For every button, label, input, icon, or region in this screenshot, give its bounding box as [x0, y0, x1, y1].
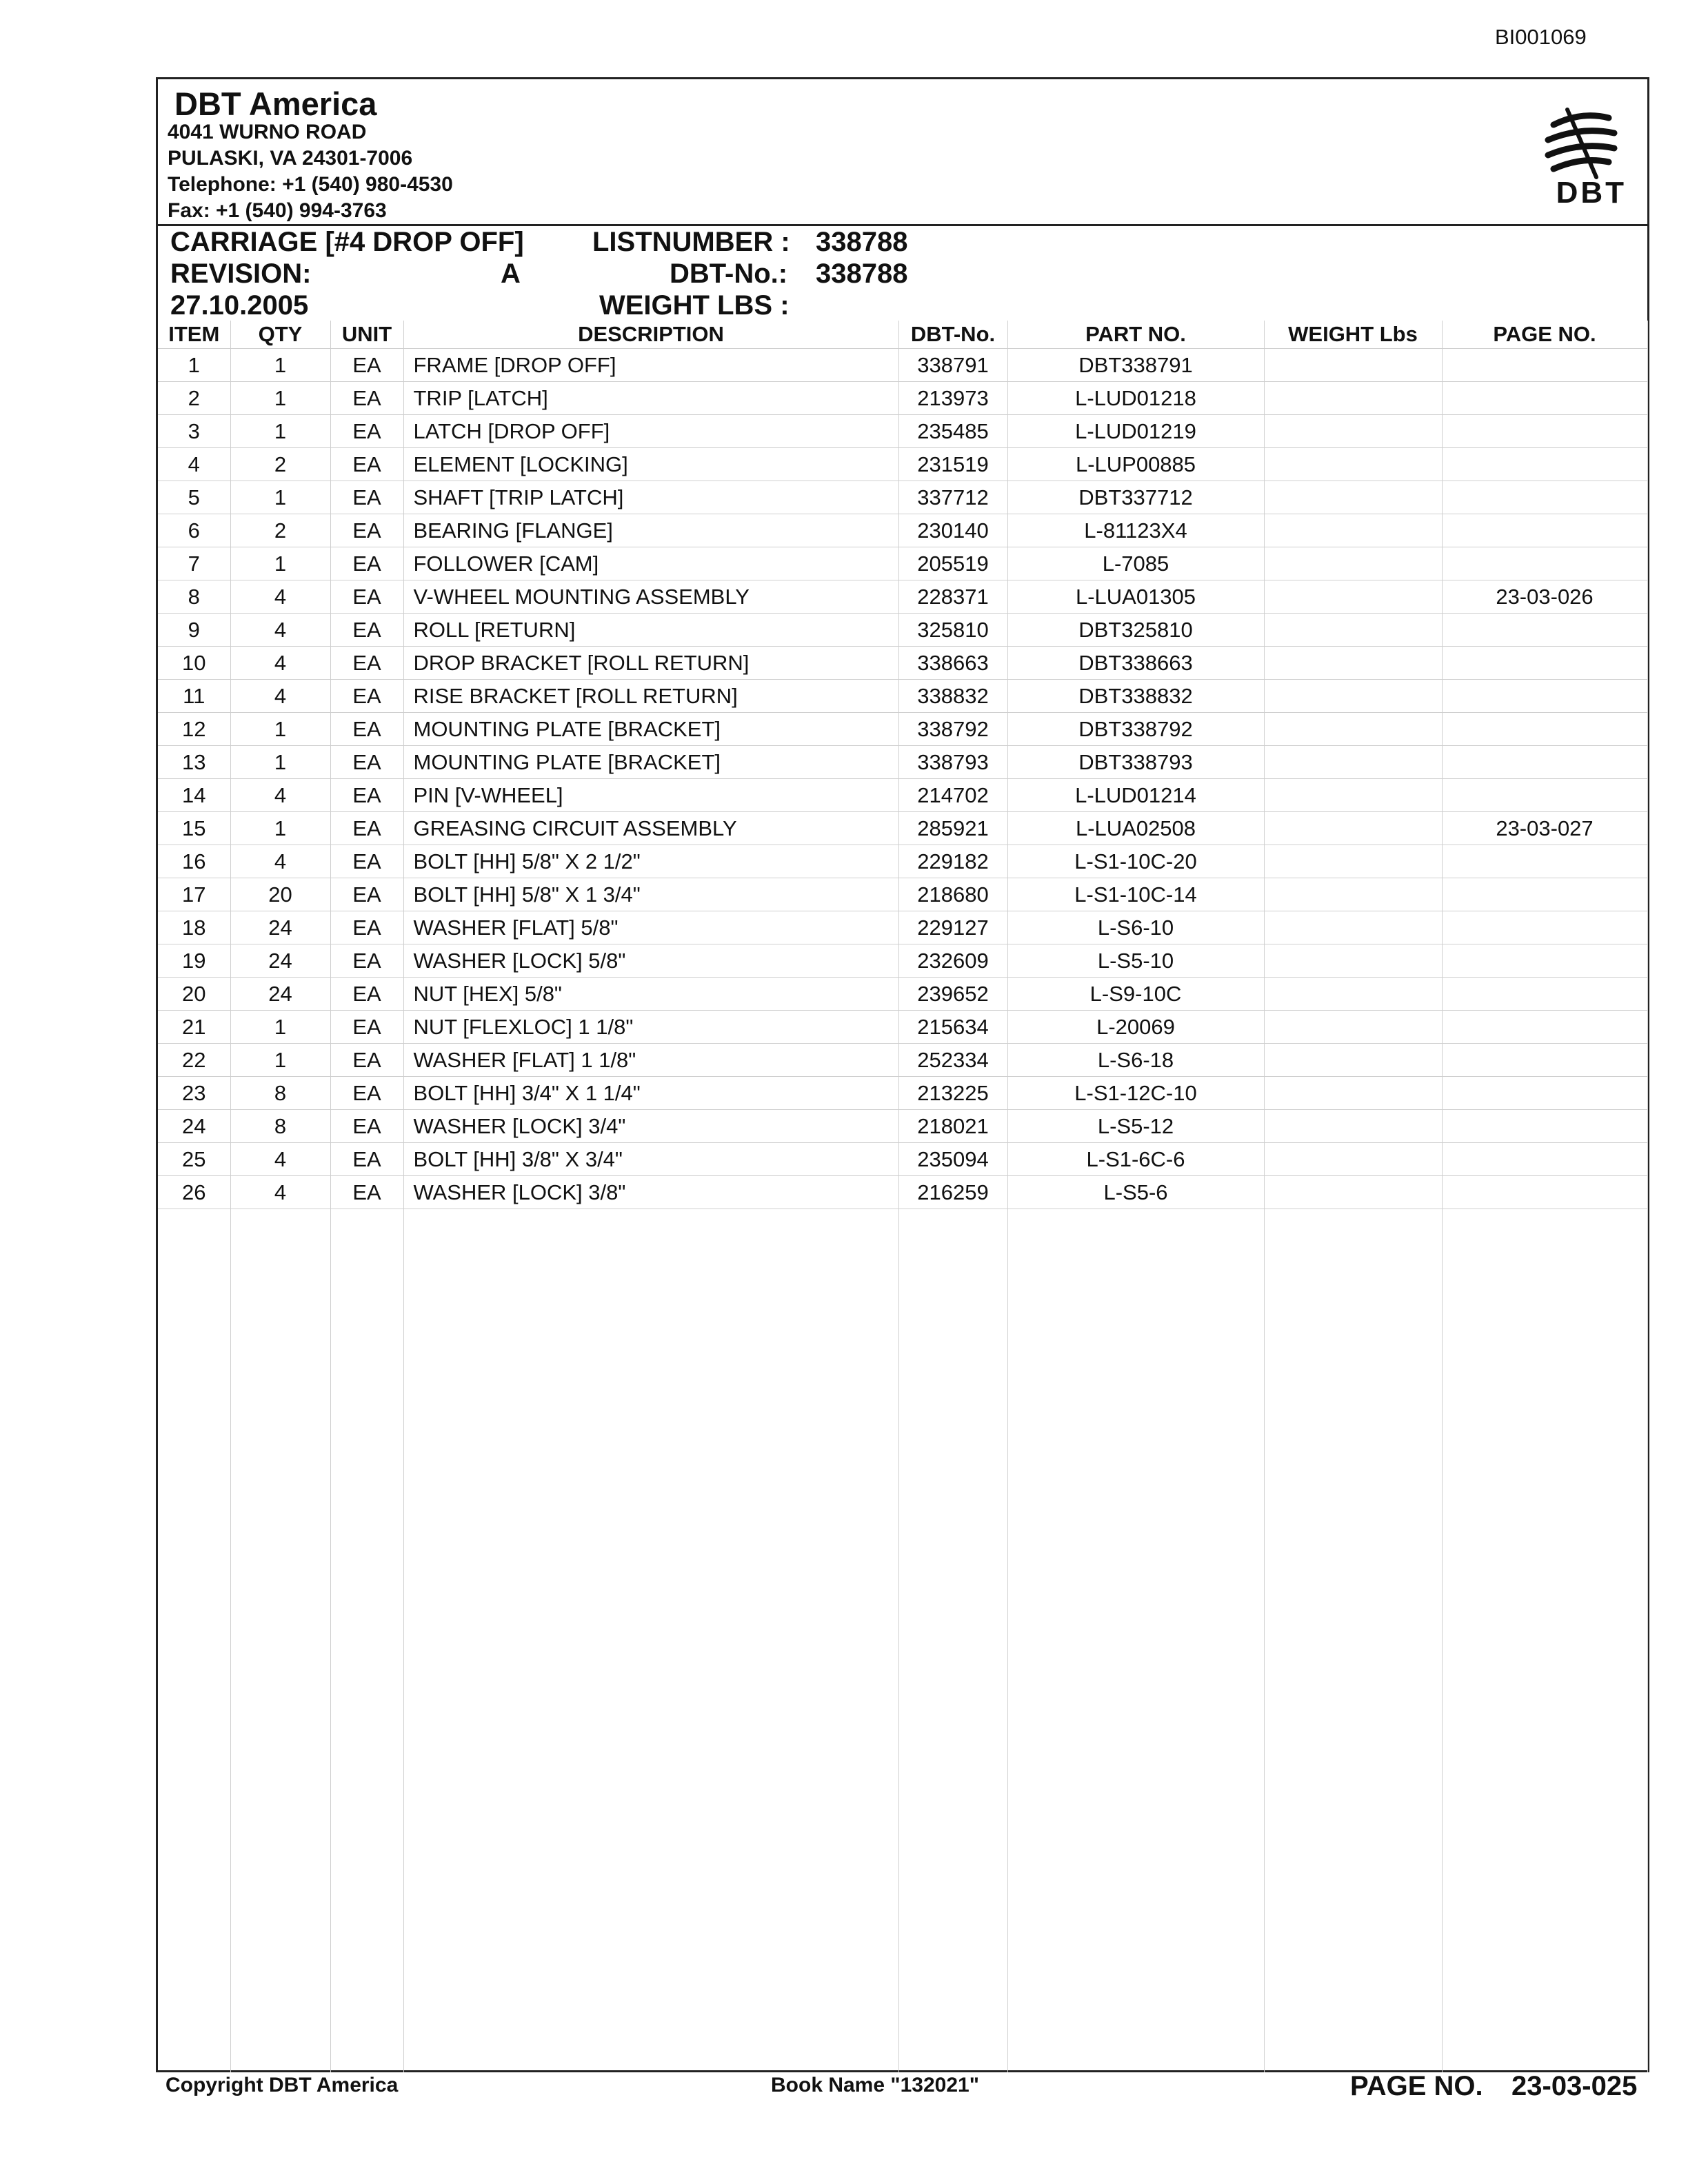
filler-cell — [1264, 1209, 1442, 2073]
cell-item: 10 — [158, 647, 230, 680]
cell-dbt-no: 229127 — [898, 911, 1007, 944]
cell-weight — [1264, 713, 1442, 746]
cell-part-no: L-LUA02508 — [1007, 812, 1264, 845]
cell-part-no: L-20069 — [1007, 1011, 1264, 1044]
cell-weight — [1264, 514, 1442, 547]
cell-item: 24 — [158, 1110, 230, 1143]
cell-unit: EA — [330, 878, 403, 911]
cell-page-no: 23-03-027 — [1442, 812, 1647, 845]
cell-qty: 4 — [230, 680, 330, 713]
cell-description: ELEMENT [LOCKING] — [403, 448, 898, 481]
cell-page-no — [1442, 680, 1647, 713]
table-row — [158, 614, 1647, 647]
cell-weight — [1264, 1011, 1442, 1044]
col-dbt-no: DBT-No. — [898, 321, 1007, 349]
cell-description: BEARING [FLANGE] — [403, 514, 898, 547]
cell-item: 5 — [158, 481, 230, 514]
cell-description: WASHER [LOCK] 3/8" — [403, 1176, 898, 1209]
cell-page-no — [1442, 1176, 1647, 1209]
cell-part-no: L-S6-18 — [1007, 1044, 1264, 1077]
col-item: ITEM — [158, 321, 230, 349]
cell-part-no: L-S6-10 — [1007, 911, 1264, 944]
cell-page-no — [1442, 349, 1647, 382]
cell-part-no: L-S1-6C-6 — [1007, 1143, 1264, 1176]
cell-weight — [1264, 812, 1442, 845]
list-info — [158, 224, 1647, 321]
cell-page-no — [1442, 779, 1647, 812]
cell-part-no: L-7085 — [1007, 547, 1264, 580]
table-row — [158, 779, 1647, 812]
cell-item: 11 — [158, 680, 230, 713]
cell-qty: 1 — [230, 547, 330, 580]
book-name: Book Name "132021" — [771, 2074, 979, 2096]
cell-item: 13 — [158, 746, 230, 779]
cell-weight — [1264, 614, 1442, 647]
cell-qty: 4 — [230, 614, 330, 647]
table-header-row — [158, 321, 1647, 349]
cell-description: SHAFT [TRIP LATCH] — [403, 481, 898, 514]
cell-weight — [1264, 481, 1442, 514]
cell-description: WASHER [FLAT] 5/8" — [403, 911, 898, 944]
cell-qty: 1 — [230, 415, 330, 448]
cell-description: FOLLOWER [CAM] — [403, 547, 898, 580]
assembly-title: CARRIAGE [#4 DROP OFF] — [170, 227, 524, 257]
cell-page-no — [1442, 614, 1647, 647]
table-row — [158, 1077, 1647, 1110]
cell-qty: 4 — [230, 1176, 330, 1209]
cell-qty: 4 — [230, 647, 330, 680]
cell-weight — [1264, 382, 1442, 415]
cell-unit: EA — [330, 349, 403, 382]
cell-page-no — [1442, 878, 1647, 911]
cell-qty: 1 — [230, 812, 330, 845]
cell-unit: EA — [330, 1077, 403, 1110]
cell-item: 15 — [158, 812, 230, 845]
col-unit: UNIT — [330, 321, 403, 349]
cell-item: 23 — [158, 1077, 230, 1110]
cell-qty: 24 — [230, 978, 330, 1011]
cell-qty: 20 — [230, 878, 330, 911]
cell-description: BOLT [HH] 5/8" X 1 3/4" — [403, 878, 898, 911]
cell-qty: 8 — [230, 1110, 330, 1143]
cell-dbt-no: 235094 — [898, 1143, 1007, 1176]
filler-cell — [230, 1209, 330, 2073]
cell-unit: EA — [330, 481, 403, 514]
cell-weight — [1264, 944, 1442, 978]
table-row — [158, 680, 1647, 713]
table-row — [158, 746, 1647, 779]
cell-page-no — [1442, 978, 1647, 1011]
cell-qty: 1 — [230, 1044, 330, 1077]
cell-description: NUT [FLEXLOC] 1 1/8" — [403, 1011, 898, 1044]
cell-dbt-no: 337712 — [898, 481, 1007, 514]
cell-item: 6 — [158, 514, 230, 547]
cell-qty: 1 — [230, 349, 330, 382]
cell-dbt-no: 252334 — [898, 1044, 1007, 1077]
cell-item: 17 — [158, 878, 230, 911]
cell-weight — [1264, 1143, 1442, 1176]
table-row — [158, 349, 1647, 382]
cell-unit: EA — [330, 911, 403, 944]
copyright: Copyright DBT America — [165, 2074, 399, 2096]
cell-part-no: DBT338832 — [1007, 680, 1264, 713]
cell-dbt-no: 232609 — [898, 944, 1007, 978]
cell-unit: EA — [330, 580, 403, 614]
cell-weight — [1264, 1044, 1442, 1077]
table-filler-row — [158, 1209, 1647, 2073]
table-row — [158, 415, 1647, 448]
cell-description: BOLT [HH] 3/4" X 1 1/4" — [403, 1077, 898, 1110]
cell-description: BOLT [HH] 3/8" X 3/4" — [403, 1143, 898, 1176]
cell-qty: 1 — [230, 481, 330, 514]
table-row — [158, 448, 1647, 481]
filler-cell — [330, 1209, 403, 2073]
parts-list-sheet — [156, 77, 1649, 2072]
logo-text: DBT — [1556, 176, 1627, 210]
table-row — [158, 878, 1647, 911]
cell-qty: 1 — [230, 382, 330, 415]
cell-weight — [1264, 779, 1442, 812]
cell-part-no: L-81123X4 — [1007, 514, 1264, 547]
cell-description: WASHER [LOCK] 3/4" — [403, 1110, 898, 1143]
cell-description: LATCH [DROP OFF] — [403, 415, 898, 448]
table-row — [158, 647, 1647, 680]
cell-weight — [1264, 911, 1442, 944]
cell-item: 14 — [158, 779, 230, 812]
address-line-2: PULASKI, VA 24301-7006 — [168, 147, 413, 170]
table-row — [158, 1044, 1647, 1077]
document-id: BI001069 — [1495, 25, 1587, 49]
cell-part-no: L-LUD01219 — [1007, 415, 1264, 448]
table-row — [158, 547, 1647, 580]
col-page-no: PAGE NO. — [1442, 321, 1647, 349]
cell-dbt-no: 230140 — [898, 514, 1007, 547]
cell-part-no: DBT338663 — [1007, 647, 1264, 680]
cell-unit: EA — [330, 812, 403, 845]
cell-qty: 4 — [230, 845, 330, 878]
cell-weight — [1264, 1110, 1442, 1143]
cell-qty: 4 — [230, 1143, 330, 1176]
cell-part-no: L-LUD01214 — [1007, 779, 1264, 812]
list-date: 27.10.2005 — [170, 290, 309, 321]
cell-dbt-no: 285921 — [898, 812, 1007, 845]
cell-unit: EA — [330, 1143, 403, 1176]
cell-unit: EA — [330, 514, 403, 547]
cell-weight — [1264, 580, 1442, 614]
cell-weight — [1264, 978, 1442, 1011]
cell-unit: EA — [330, 680, 403, 713]
cell-part-no: DBT337712 — [1007, 481, 1264, 514]
table-row — [158, 580, 1647, 614]
filler-cell — [403, 1209, 898, 2073]
cell-unit: EA — [330, 1110, 403, 1143]
cell-item: 22 — [158, 1044, 230, 1077]
cell-qty: 2 — [230, 448, 330, 481]
cell-item: 12 — [158, 713, 230, 746]
cell-dbt-no: 338832 — [898, 680, 1007, 713]
cell-part-no: L-S1-10C-20 — [1007, 845, 1264, 878]
cell-unit: EA — [330, 713, 403, 746]
cell-unit: EA — [330, 845, 403, 878]
parts-table — [158, 321, 1648, 2072]
cell-item: 19 — [158, 944, 230, 978]
page-number-value: 23-03-025 — [1511, 2071, 1638, 2101]
cell-part-no: L-S5-12 — [1007, 1110, 1264, 1143]
cell-page-no — [1442, 448, 1647, 481]
cell-description: TRIP [LATCH] — [403, 382, 898, 415]
cell-description: GREASING CIRCUIT ASSEMBLY — [403, 812, 898, 845]
filler-cell — [898, 1209, 1007, 2073]
cell-weight — [1264, 349, 1442, 382]
address-line-1: 4041 WURNO ROAD — [168, 121, 367, 143]
cell-description: ROLL [RETURN] — [403, 614, 898, 647]
cell-part-no: L-S9-10C — [1007, 978, 1264, 1011]
cell-dbt-no: 338793 — [898, 746, 1007, 779]
cell-page-no — [1442, 713, 1647, 746]
table-row — [158, 1110, 1647, 1143]
cell-dbt-no: 218680 — [898, 878, 1007, 911]
cell-dbt-no: 205519 — [898, 547, 1007, 580]
cell-page-no — [1442, 382, 1647, 415]
table-row — [158, 1176, 1647, 1209]
cell-qty: 2 — [230, 514, 330, 547]
cell-unit: EA — [330, 1044, 403, 1077]
cell-page-no — [1442, 415, 1647, 448]
cell-item: 20 — [158, 978, 230, 1011]
cell-unit: EA — [330, 746, 403, 779]
cell-unit: EA — [330, 647, 403, 680]
cell-unit: EA — [330, 1176, 403, 1209]
cell-part-no: L-S5-6 — [1007, 1176, 1264, 1209]
cell-unit: EA — [330, 415, 403, 448]
cell-dbt-no: 239652 — [898, 978, 1007, 1011]
cell-qty: 1 — [230, 1011, 330, 1044]
cell-page-no: 23-03-026 — [1442, 580, 1647, 614]
cell-unit: EA — [330, 614, 403, 647]
cell-description: MOUNTING PLATE [BRACKET] — [403, 713, 898, 746]
cell-dbt-no: 229182 — [898, 845, 1007, 878]
cell-weight — [1264, 680, 1442, 713]
cell-description: MOUNTING PLATE [BRACKET] — [403, 746, 898, 779]
cell-part-no: L-LUD01218 — [1007, 382, 1264, 415]
cell-item: 4 — [158, 448, 230, 481]
cell-unit: EA — [330, 978, 403, 1011]
cell-unit: EA — [330, 382, 403, 415]
cell-dbt-no: 214702 — [898, 779, 1007, 812]
cell-page-no — [1442, 647, 1647, 680]
table-row — [158, 481, 1647, 514]
table-row — [158, 911, 1647, 944]
cell-part-no: L-LUP00885 — [1007, 448, 1264, 481]
cell-weight — [1264, 845, 1442, 878]
table-row — [158, 812, 1647, 845]
cell-dbt-no: 338663 — [898, 647, 1007, 680]
cell-description: RISE BRACKET [ROLL RETURN] — [403, 680, 898, 713]
cell-part-no: L-S1-10C-14 — [1007, 878, 1264, 911]
cell-weight — [1264, 415, 1442, 448]
cell-description: PIN [V-WHEEL] — [403, 779, 898, 812]
cell-part-no: DBT338791 — [1007, 349, 1264, 382]
cell-part-no: DBT325810 — [1007, 614, 1264, 647]
table-row — [158, 1011, 1647, 1044]
table-row — [158, 382, 1647, 415]
col-weight: WEIGHT Lbs — [1264, 321, 1442, 349]
cell-item: 9 — [158, 614, 230, 647]
revision-value: A — [501, 259, 521, 289]
listnumber-label: LISTNUMBER : — [592, 227, 790, 257]
cell-weight — [1264, 547, 1442, 580]
cell-description: FRAME [DROP OFF] — [403, 349, 898, 382]
cell-page-no — [1442, 481, 1647, 514]
cell-dbt-no: 213225 — [898, 1077, 1007, 1110]
fax: Fax: +1 (540) 994-3763 — [168, 199, 387, 222]
cell-qty: 4 — [230, 580, 330, 614]
weight-label: WEIGHT LBS : — [599, 290, 790, 321]
cell-dbt-no: 325810 — [898, 614, 1007, 647]
cell-item: 18 — [158, 911, 230, 944]
cell-dbt-no: 235485 — [898, 415, 1007, 448]
table-row — [158, 978, 1647, 1011]
cell-item: 26 — [158, 1176, 230, 1209]
cell-dbt-no: 216259 — [898, 1176, 1007, 1209]
filler-cell — [1007, 1209, 1264, 2073]
cell-item: 8 — [158, 580, 230, 614]
cell-page-no — [1442, 547, 1647, 580]
cell-dbt-no: 213973 — [898, 382, 1007, 415]
revision-label: REVISION: — [170, 259, 312, 289]
cell-weight — [1264, 1176, 1442, 1209]
cell-page-no — [1442, 944, 1647, 978]
cell-weight — [1264, 448, 1442, 481]
cell-qty: 1 — [230, 713, 330, 746]
cell-qty: 1 — [230, 746, 330, 779]
cell-qty: 8 — [230, 1077, 330, 1110]
page-number-label: PAGE NO. — [1350, 2071, 1483, 2101]
cell-unit: EA — [330, 944, 403, 978]
cell-item: 16 — [158, 845, 230, 878]
table-row — [158, 845, 1647, 878]
cell-description: V-WHEEL MOUNTING ASSEMBLY — [403, 580, 898, 614]
cell-weight — [1264, 878, 1442, 911]
dbt-no-label: DBT-No.: — [670, 259, 788, 289]
cell-unit: EA — [330, 1011, 403, 1044]
cell-description: WASHER [FLAT] 1 1/8" — [403, 1044, 898, 1077]
cell-page-no — [1442, 1044, 1647, 1077]
cell-item: 25 — [158, 1143, 230, 1176]
filler-cell — [158, 1209, 230, 2073]
cell-description: WASHER [LOCK] 5/8" — [403, 944, 898, 978]
col-part-no: PART NO. — [1007, 321, 1264, 349]
cell-unit: EA — [330, 779, 403, 812]
cell-dbt-no: 338791 — [898, 349, 1007, 382]
cell-item: 21 — [158, 1011, 230, 1044]
cell-dbt-no: 338792 — [898, 713, 1007, 746]
cell-dbt-no: 228371 — [898, 580, 1007, 614]
cell-dbt-no: 215634 — [898, 1011, 1007, 1044]
table-row — [158, 944, 1647, 978]
cell-item: 2 — [158, 382, 230, 415]
cell-page-no — [1442, 1011, 1647, 1044]
cell-item: 1 — [158, 349, 230, 382]
cell-unit: EA — [330, 448, 403, 481]
cell-part-no: L-LUA01305 — [1007, 580, 1264, 614]
table-row — [158, 713, 1647, 746]
table-row — [158, 1143, 1647, 1176]
cell-qty: 4 — [230, 779, 330, 812]
company-header — [158, 79, 1647, 226]
cell-part-no: DBT338792 — [1007, 713, 1264, 746]
dbt-no-value: 338788 — [816, 259, 908, 289]
cell-description: BOLT [HH] 5/8" X 2 1/2" — [403, 845, 898, 878]
telephone: Telephone: +1 (540) 980-4530 — [168, 173, 453, 196]
cell-page-no — [1442, 1110, 1647, 1143]
cell-dbt-no: 218021 — [898, 1110, 1007, 1143]
cell-part-no: L-S1-12C-10 — [1007, 1077, 1264, 1110]
cell-page-no — [1442, 746, 1647, 779]
cell-page-no — [1442, 911, 1647, 944]
col-description: DESCRIPTION — [403, 321, 898, 349]
cell-page-no — [1442, 514, 1647, 547]
cell-item: 7 — [158, 547, 230, 580]
cell-page-no — [1442, 1077, 1647, 1110]
cell-description: DROP BRACKET [ROLL RETURN] — [403, 647, 898, 680]
cell-dbt-no: 231519 — [898, 448, 1007, 481]
cell-qty: 24 — [230, 944, 330, 978]
cell-item: 3 — [158, 415, 230, 448]
cell-page-no — [1442, 845, 1647, 878]
filler-cell — [1442, 1209, 1647, 2073]
cell-qty: 24 — [230, 911, 330, 944]
cell-weight — [1264, 647, 1442, 680]
cell-weight — [1264, 746, 1442, 779]
cell-weight — [1264, 1077, 1442, 1110]
cell-part-no: L-S5-10 — [1007, 944, 1264, 978]
cell-unit: EA — [330, 547, 403, 580]
listnumber-value: 338788 — [816, 227, 908, 257]
cell-page-no — [1442, 1143, 1647, 1176]
cell-description: NUT [HEX] 5/8" — [403, 978, 898, 1011]
cell-part-no: DBT338793 — [1007, 746, 1264, 779]
table-row — [158, 514, 1647, 547]
company-name: DBT America — [174, 85, 377, 122]
col-qty: QTY — [230, 321, 330, 349]
